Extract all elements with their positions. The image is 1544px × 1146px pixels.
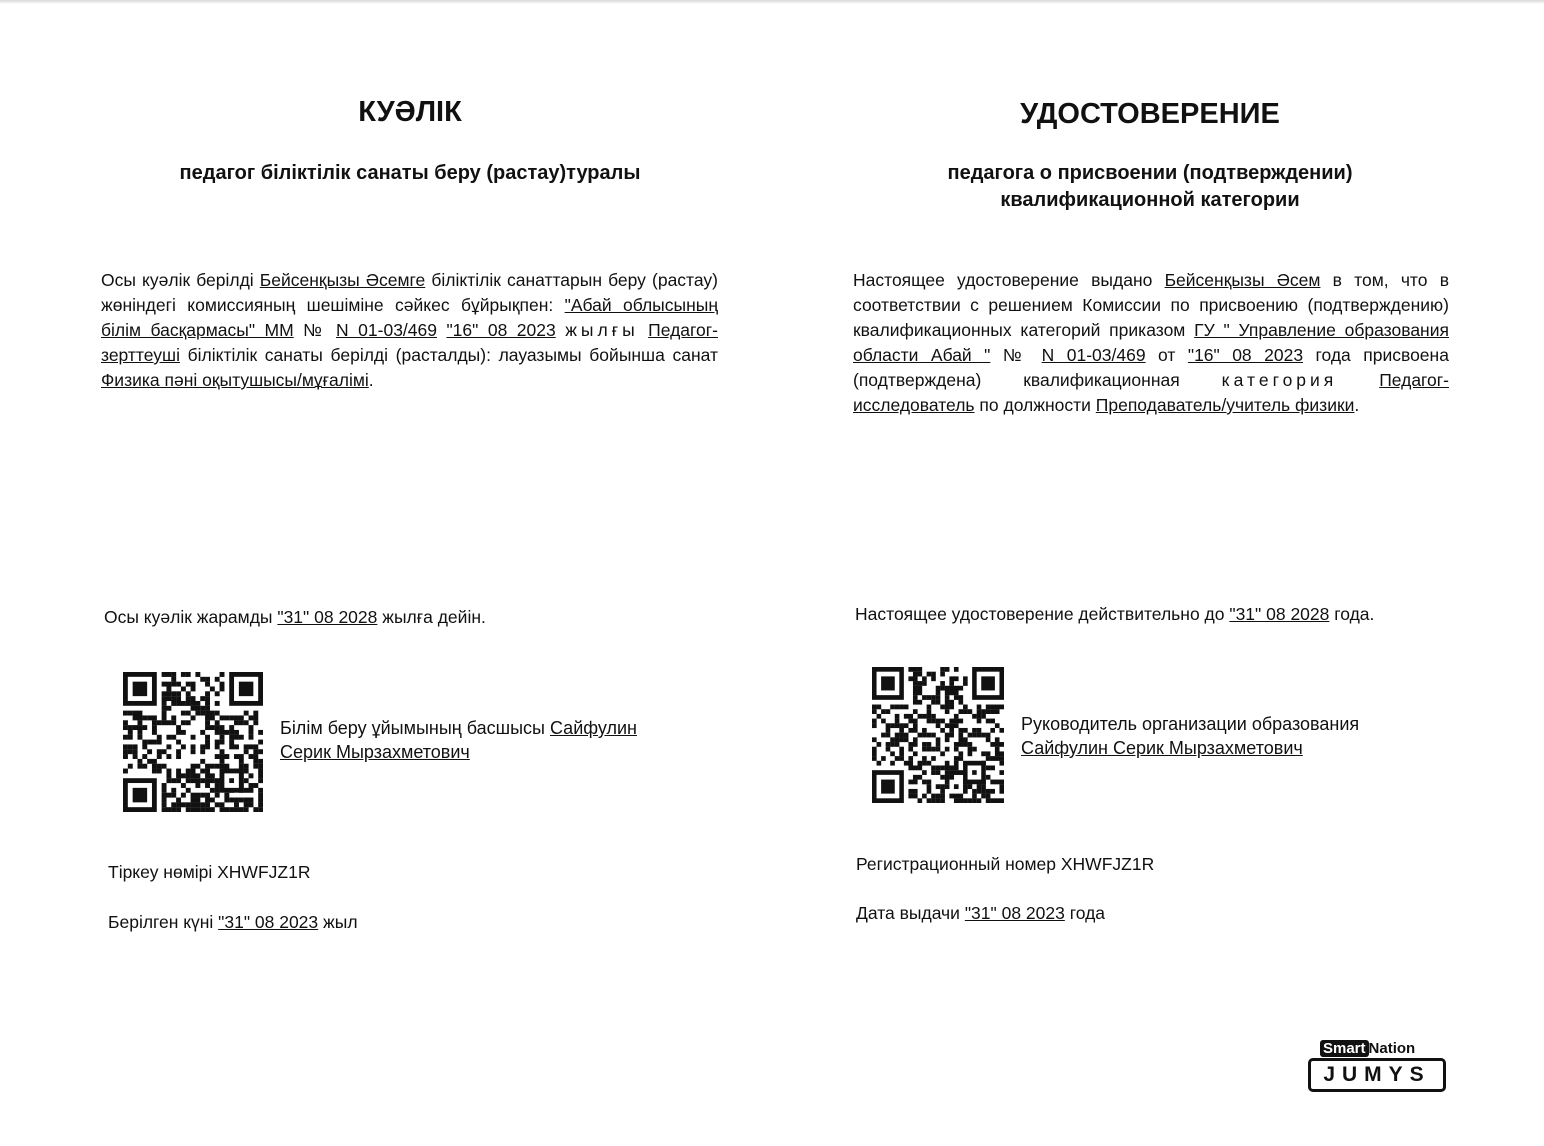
kz-reg-number: XHWFJZ1R [217, 862, 311, 882]
kz-subtitle: педагог біліктілік санаты беру (растау)туралы [179, 162, 641, 184]
kz-text2: біліктілік санаты берілді (расталды): лауазымы бойынша санат [187, 345, 718, 365]
ru-valid-prefix: Настоящее удостоверение действительно до [855, 604, 1225, 624]
kz-end: . [368, 370, 374, 390]
ru-sign-name: Сайфулин Серик Мырзахметович [1021, 738, 1303, 758]
qr-code-icon [872, 667, 1004, 803]
ru-category-word: категория [1221, 370, 1338, 390]
ru-position: Преподаватель/учитель физики [1095, 395, 1355, 415]
ru-registration [856, 854, 1154, 875]
logo-jumys: JUMYS [1308, 1058, 1446, 1092]
kz-sign-role: Білім беру ұйымының басшысы [280, 718, 545, 738]
kz-main-paragraph [101, 268, 718, 393]
kz-order-date: "16" 08 2023 [446, 320, 556, 340]
ru-intro: Настоящее удостоверение выдано [853, 270, 1153, 290]
kz-issued-suffix: жыл [323, 912, 358, 932]
ru-text3: по должности [979, 395, 1091, 415]
kz-title: КУӘЛІК [358, 96, 462, 128]
ru-valid-suffix: года. [1334, 604, 1375, 624]
kz-order-number: N 01-03/469 [336, 320, 437, 340]
ru-text2: года присвоена (подтверждена) квалификационная [853, 345, 1449, 390]
kz-category: Педагог-зерттеуші [101, 320, 718, 365]
ru-valid-date: "31" 08 2028 [1229, 604, 1330, 624]
ru-title: УДОСТОВЕРЕНИЕ [1020, 98, 1280, 130]
ru-order-number: N 01-03/469 [1041, 345, 1146, 365]
kz-signature-block [280, 716, 680, 764]
scan-edge [0, 0, 1544, 4]
logo-smartnation [1320, 1040, 1415, 1057]
ru-sign-role: Руководитель организации образования [1021, 714, 1360, 734]
kz-year-word: жылғы [565, 320, 639, 340]
ru-organization: ГУ " Управление образования области Абай " [853, 320, 1449, 365]
kz-recipient-name: Бейсенқызы Әсемге [259, 270, 426, 290]
kz-issued [108, 912, 358, 933]
ru-recipient-name: Бейсенқызы Әсем [1164, 270, 1321, 290]
kz-valid-date: "31" 08 2028 [277, 607, 378, 627]
ru-reg-label: Регистрационный номер [856, 854, 1056, 874]
logo-smart: Smart [1320, 1040, 1369, 1057]
kz-issued-label: Берілген күні [108, 912, 214, 932]
ru-end: . [1354, 395, 1360, 415]
kz-sign-name: Сайфулин Серик Мырзахметович [280, 718, 637, 762]
ru-from: от [1158, 345, 1176, 365]
ru-issued [856, 903, 1105, 924]
ru-category: Педагог-исследователь [853, 370, 1449, 415]
qr-code-icon [123, 672, 263, 812]
ru-reg-number: XHWFJZ1R [1060, 854, 1155, 874]
ru-subtitle-line2: квалификационной категории [1000, 189, 1300, 211]
ru-signature-block [1021, 712, 1441, 760]
ru-validity [855, 604, 1374, 625]
ru-text1: в том, что в соответствии с решением Комиссии по присвоению (подтверждению) квалификационных категорий приказом [853, 270, 1449, 340]
ru-subtitle [880, 160, 1420, 214]
kz-intro: Осы куәлік берілді [101, 270, 254, 290]
kz-organization: "Абай облысының білім басқармасы" ММ [101, 295, 718, 340]
kz-text1: біліктілік санаттарын беру (растау) жөніндегі комиссияның шешіміне сәйкес бұйрықпен: [101, 270, 718, 315]
ru-subtitle-line1: педагога о присвоении (подтверждении) [947, 162, 1353, 184]
kz-issued-date: "31" 08 2023 [218, 912, 319, 932]
kz-position: Физика пәні оқытушысы/мұғалімі [101, 370, 369, 390]
ru-issued-suffix: года [1069, 903, 1106, 923]
logo-nation: Nation [1368, 1040, 1416, 1057]
kz-registration [108, 862, 310, 883]
kz-reg-label: Тіркеу нөмірі [108, 862, 213, 882]
ru-issued-label: Дата выдачи [856, 903, 960, 923]
ru-issued-date: "31" 08 2023 [964, 903, 1065, 923]
kz-valid-suffix: жылға дейін. [382, 607, 486, 627]
kz-valid-prefix: Осы куәлік жарамды [104, 607, 273, 627]
ru-order-date: "16" 08 2023 [1187, 345, 1304, 365]
smartnation-jumys-logo [1308, 1040, 1450, 1096]
ru-number-sign: № [1002, 345, 1030, 365]
ru-main-paragraph [853, 268, 1449, 418]
kz-validity [104, 607, 486, 628]
kz-number-sign: № [303, 320, 327, 340]
